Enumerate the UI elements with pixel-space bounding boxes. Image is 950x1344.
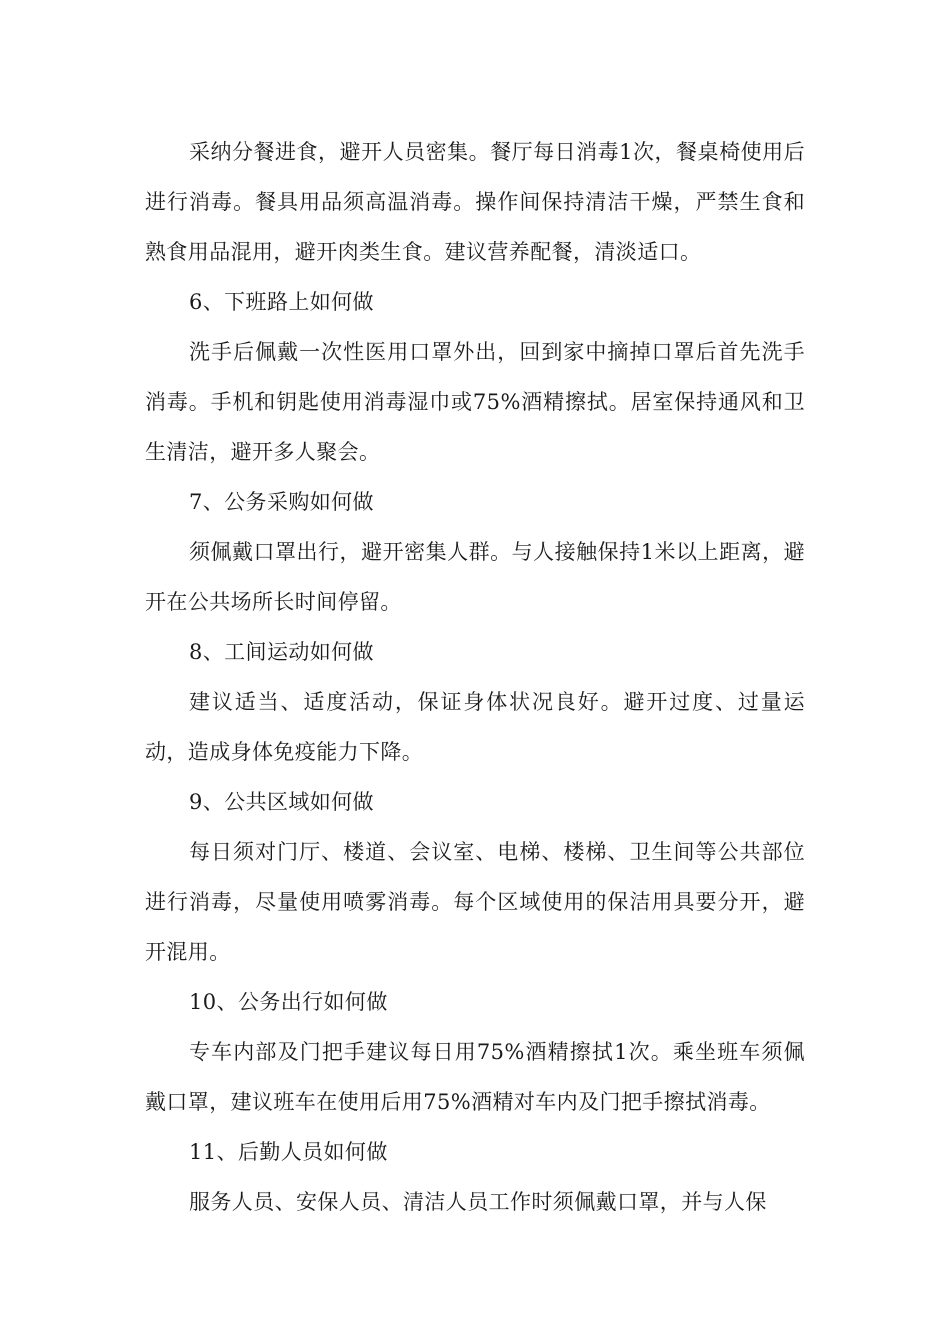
paragraph-support-staff: 服务人员、安保人员、清洁人员工作时须佩戴口罩，并与人保 xyxy=(189,1190,767,1214)
heading-business-travel: 10、公务出行如何做 xyxy=(189,990,388,1014)
heading-exercise: 8、工间运动如何做 xyxy=(189,640,374,664)
paragraph-public-areas: 每日须对门厅、楼道、会议室、电梯、楼梯、卫生间等公共部位进行消毒，尽量使用喷雾消毒。每个区域使用的保洁用具要分开，避开混用。 xyxy=(145,840,805,964)
heading-support-staff: 11、后勤人员如何做 xyxy=(189,1140,388,1164)
paragraph-dining: 采纳分餐进食，避开人员密集。餐厅每日消毒1次，餐桌椅使用后进行消毒。餐具用品须高温消毒。操作间保持清洁干燥，严禁生食和熟食用品混用，避开肉类生食。建议营养配餐，清淡适口。 xyxy=(145,140,805,264)
heading-commute-home: 6、下班路上如何做 xyxy=(189,290,374,314)
paragraph-business-travel: 专车内部及门把手建议每日用75%酒精擦拭1次。乘坐班车须佩戴口罩，建议班车在使用后用75%酒精对车内及门把手擦拭消毒。 xyxy=(145,1040,805,1114)
paragraph-procurement: 须佩戴口罩出行，避开密集人群。与人接触保持1米以上距离，避开在公共场所长时间停留。 xyxy=(145,540,805,614)
document-body xyxy=(145,127,805,1227)
heading-public-areas: 9、公共区域如何做 xyxy=(189,790,374,814)
paragraph-commute-home: 洗手后佩戴一次性医用口罩外出，回到家中摘掉口罩后首先洗手消毒。手机和钥匙使用消毒湿巾或75%酒精擦拭。居室保持通风和卫生清洁，避开多人聚会。 xyxy=(145,340,805,464)
paragraph-exercise: 建议适当、适度活动，保证身体状况良好。避开过度、过量运动，造成身体免疫能力下降。 xyxy=(145,690,805,764)
heading-procurement: 7、公务采购如何做 xyxy=(189,490,374,514)
